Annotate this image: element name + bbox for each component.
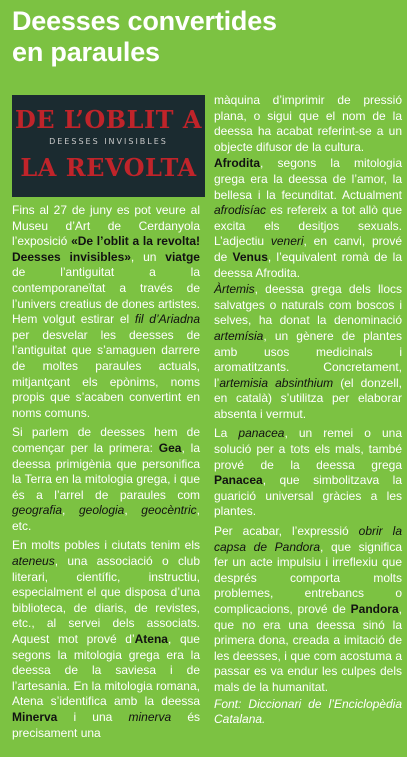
text-run: , la deessa primigènia que personifica la Terra en la mitologia grega, i que és a l’arrel de paraules com bbox=[12, 440, 200, 502]
exhibition-banner-image bbox=[12, 95, 205, 197]
article-title bbox=[12, 6, 402, 68]
title-line-2: en paraules bbox=[12, 37, 160, 67]
paragraph-artemis bbox=[214, 282, 402, 422]
text-run: màquina d’imprimir de pressió plana, o sigui que el nom de la deessa ha acabat referint-se a un objecte difusor de la cultura. bbox=[214, 93, 402, 154]
text-run: (el donzell, en català) s’utilitza per elaborar absenta i vermut. bbox=[214, 375, 402, 421]
text-run: La bbox=[214, 426, 239, 441]
text-run: Minerva bbox=[12, 710, 58, 724]
text-run: , un gènere de plantes amb usos medicinals i aromatitzants. Concretament, l’ bbox=[214, 328, 402, 390]
source-note: Font: Diccionari de l’Enciclopèdia Catalana. bbox=[214, 696, 402, 727]
text-run: viatge bbox=[165, 249, 200, 264]
text-run: , que significa fer un acte impulsiu i irreflexiu que després comporta molts problemes, entrebancs o complicacions, prové de bbox=[214, 539, 402, 616]
text-run: es refereix a tot allò que excita els desitjos sexuals. L’adjectiu bbox=[214, 203, 402, 249]
text-run: Atena bbox=[134, 632, 168, 647]
text-run: Fins al 27 de juny es pot veure al Museu d’Art de Cerdanyola l’exposició bbox=[12, 203, 200, 249]
text-run: Panacea bbox=[214, 473, 263, 488]
text-run: , segons la mitologia grega era la deessa de l’amor, la bellesa i la fecunditat. Actualment bbox=[214, 156, 402, 202]
text-run: , bbox=[62, 503, 79, 518]
text-run: Si parlem de deesses hem de començar per la primera: bbox=[12, 425, 200, 455]
text-run: fil d’Ariadna bbox=[134, 312, 201, 327]
text-run: artemisia absinthium bbox=[219, 375, 334, 390]
text-run: geologia bbox=[78, 503, 125, 518]
paragraph-afrodita bbox=[214, 156, 402, 281]
banner-line-2: LA REVOLTA bbox=[20, 153, 197, 182]
text-run: Per acabar, l’expressió bbox=[214, 524, 359, 539]
paragraph-atena bbox=[12, 538, 200, 741]
paragraph-pandora bbox=[214, 524, 402, 696]
paragraph-minerva-cont bbox=[214, 93, 402, 155]
paragraph-exhibition bbox=[12, 203, 200, 421]
text-run: , un remei o una solució per a tots els mals, també prové de la deessa grega bbox=[214, 426, 403, 472]
text-run: , que no era una deessa sinó la primera dona, creada a imitació de les deesses, i que com acostuma a passar es va endur les culpes dels mals de la humanitat. bbox=[214, 602, 402, 694]
text-run: , que segons la mitologia grega era la deessa de la saviesa i de l’artesania. En la mitologia romana, Atena s’identifica amb la deessa bbox=[12, 632, 200, 709]
text-run: de l’antiguitat a la contemporaneïtat a través de l’univers creatius de dones artistes. Hem volgut estirar el bbox=[12, 265, 200, 327]
text-run: és precisament una bbox=[12, 710, 200, 740]
text-run: , bbox=[124, 503, 142, 518]
text-run: afrodisíac bbox=[214, 203, 267, 218]
text-run: , etc. bbox=[12, 503, 201, 533]
text-run: , deessa grega dels llocs salvatges o naturals com boscos i selves, ha donat la denominació bbox=[214, 282, 402, 328]
text-run: , una associació o club literari, científic, instructiu, especialment el que disposa d’una biblioteca, de diaris, de revistes, etc., al servei dels associats. Aquest mot prové d’ bbox=[12, 554, 200, 647]
text-run: Afrodita bbox=[214, 156, 260, 171]
text-run: artemísia bbox=[214, 328, 264, 343]
text-run: , que simbolitzava la guarició universal gràcies a les plantes. bbox=[214, 473, 402, 519]
banner-subtitle: DEESSES INVISIBLES bbox=[49, 137, 168, 146]
text-run: geografia bbox=[12, 503, 63, 518]
text-run: «De l’oblit a la revolta! Deesses invisibles» bbox=[12, 234, 200, 264]
title-line-1: Deesses convertides bbox=[12, 6, 277, 36]
right-column bbox=[214, 93, 402, 729]
text-run: ateneus bbox=[12, 554, 55, 569]
text-run: geocèntric bbox=[141, 503, 197, 518]
text-run: Gea bbox=[158, 440, 182, 455]
text-run: , en canvi, prové de bbox=[214, 234, 402, 264]
banner-line-1: DE L’OBLIT A bbox=[14, 105, 203, 134]
text-run: En molts pobles i ciutats tenim els bbox=[12, 538, 200, 553]
text-run: Àrtemis bbox=[214, 282, 255, 297]
text-run: obrir la capsa de Pandora bbox=[214, 524, 402, 554]
text-run: veneri bbox=[270, 234, 304, 249]
paragraph-panacea bbox=[214, 426, 402, 520]
left-column bbox=[12, 203, 200, 742]
text-run: , un bbox=[130, 249, 166, 264]
paragraph-gea bbox=[12, 425, 200, 534]
text-run: panacea bbox=[238, 426, 285, 441]
text-run: Venus bbox=[232, 249, 268, 264]
text-run: minerva bbox=[128, 710, 172, 724]
text-run: Pandora bbox=[350, 602, 399, 616]
text-run: i una bbox=[57, 710, 129, 724]
text-run: , l’equivalent romà de la deessa Afrodita. bbox=[214, 249, 402, 280]
text-run: per desvelar les deesses de l’antiguitat que s’amaguen darrere de moltes paraules actuals, mitjantçant els epònims, noms propis que s’acaben convertint en noms comuns. bbox=[12, 327, 200, 420]
